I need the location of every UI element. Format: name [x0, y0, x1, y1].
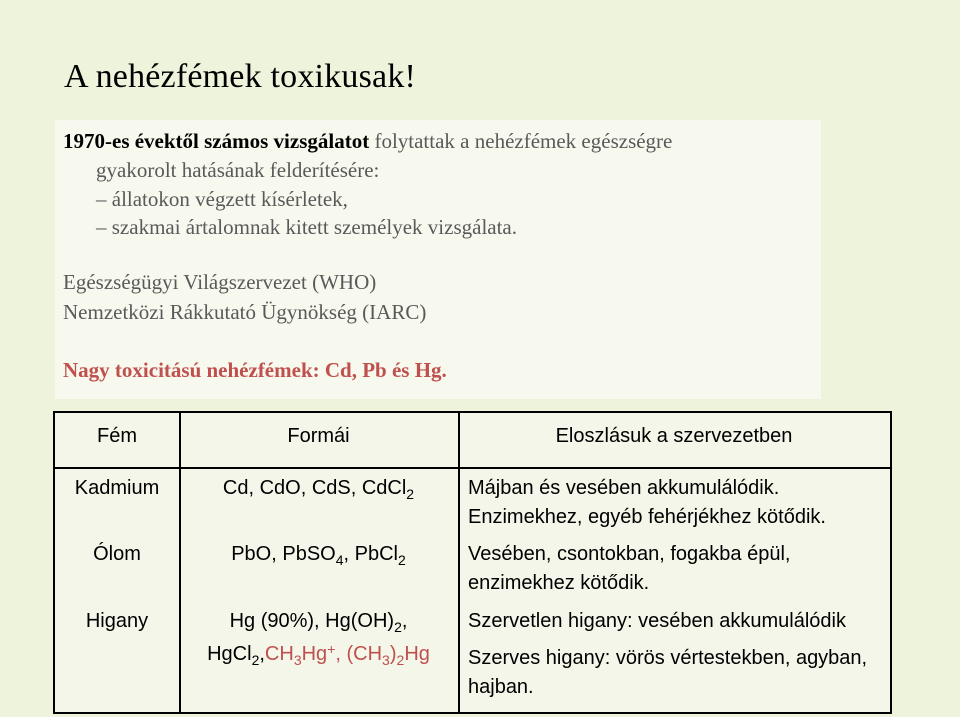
- intro-line-1-rest: folytattak a nehézfémek egészségre: [369, 129, 673, 153]
- row-higany-red-3: , (CH: [335, 643, 383, 665]
- intro-line-2-text: gyakorolt hatásának felderítésére:: [96, 158, 380, 182]
- header-metal: Fém: [97, 425, 137, 447]
- row-olom-forms-sub-a: 4: [335, 552, 344, 568]
- org-iarc: Nemzetközi Rákkutató Ügynökség (IARC): [63, 300, 427, 324]
- intro-item-2-text: – szakmai ártalomnak kitett személyek vizsgálata.: [96, 215, 518, 239]
- row-olom-forms-sub-b: 2: [397, 552, 406, 568]
- row-olom-forms-b: , PbCl: [343, 543, 398, 565]
- highlight-metals: Nagy toxicitású nehézfémek: Cd, Pb és Hg.: [63, 358, 447, 382]
- row-higany-red-1: CH: [264, 643, 294, 665]
- row-higany-dist-2: Szerves higany: vörös vértestekben, agyban,: [468, 647, 868, 669]
- slide-title: A nehézfémek toxikusak!: [64, 58, 417, 95]
- row-olom-metal: Ólom: [93, 543, 141, 565]
- metal-table: [53, 411, 892, 714]
- intro-line-1: [63, 129, 672, 154]
- row-higany-red-4: ): [389, 643, 397, 665]
- row-olom-forms: [179, 540, 458, 569]
- row-kadmium-forms-text: Cd, CdO, CdS, CdCl: [222, 477, 407, 499]
- row-kadmium-metal: Kadmium: [74, 477, 160, 499]
- row-higany-forms-2b: ,: [259, 643, 265, 665]
- row-higany-forms-1: [179, 607, 458, 636]
- row-olom-dist-1: Vesében, csontokban, fogakba épül,: [468, 543, 791, 565]
- row-higany-forms-2-sub: 2: [251, 652, 260, 668]
- intro-line-2: [63, 158, 379, 183]
- row-higany-methylmercury: [264, 641, 430, 668]
- row-higany-red-2: Hg: [301, 643, 328, 665]
- row-higany-metal: Higany: [85, 610, 149, 632]
- row-kadmium-forms: [179, 474, 458, 503]
- row-higany-forms-1b: ,: [401, 610, 408, 632]
- row-kadmium-forms-sub: 2: [406, 486, 415, 502]
- row-higany-dist-3: hajban.: [468, 676, 534, 698]
- row-higany-red-4-sub: 2: [396, 652, 405, 668]
- row-higany-red-2-sup: +: [327, 641, 336, 657]
- row-olom-dist-2: enzimekhez kötődik.: [468, 572, 650, 594]
- row-higany-dist-1: Szervetlen higany: vesében akkumulálódik: [468, 610, 846, 632]
- intro-item-1: [63, 187, 348, 212]
- row-higany-forms-2a: HgCl: [207, 643, 252, 665]
- header-distribution: Eloszlásuk a szervezetben: [555, 425, 793, 447]
- intro-item-1-text: – állatokon végzett kísérletek,: [96, 187, 348, 211]
- row-higany-forms-1a: Hg (90%), Hg(OH): [229, 610, 395, 632]
- intro-bold-lead: 1970-es évektől számos vizsgálatot: [63, 129, 370, 153]
- intro-item-2: [63, 215, 517, 240]
- row-higany-red-1-sub: 3: [293, 652, 302, 668]
- row-olom-forms-a: PbO, PbSO: [231, 543, 336, 565]
- info-box: [55, 120, 821, 399]
- row-higany-forms-2: [179, 640, 458, 669]
- header-forms: Formái: [287, 425, 350, 447]
- row-higany-red-5: Hg: [404, 643, 430, 665]
- row-kadmium-dist-2: Enzimekhez, egyéb fehérjékhez kötődik.: [468, 506, 826, 528]
- org-who: Egészségügyi Világszervezet (WHO): [63, 270, 377, 294]
- row-higany-forms-1-sub: 2: [394, 619, 402, 635]
- row-higany-red-3-sub: 3: [382, 652, 390, 668]
- header-divider: [55, 467, 890, 469]
- row-kadmium-dist-1: Májban és vesében akkumulálódik.: [468, 477, 780, 499]
